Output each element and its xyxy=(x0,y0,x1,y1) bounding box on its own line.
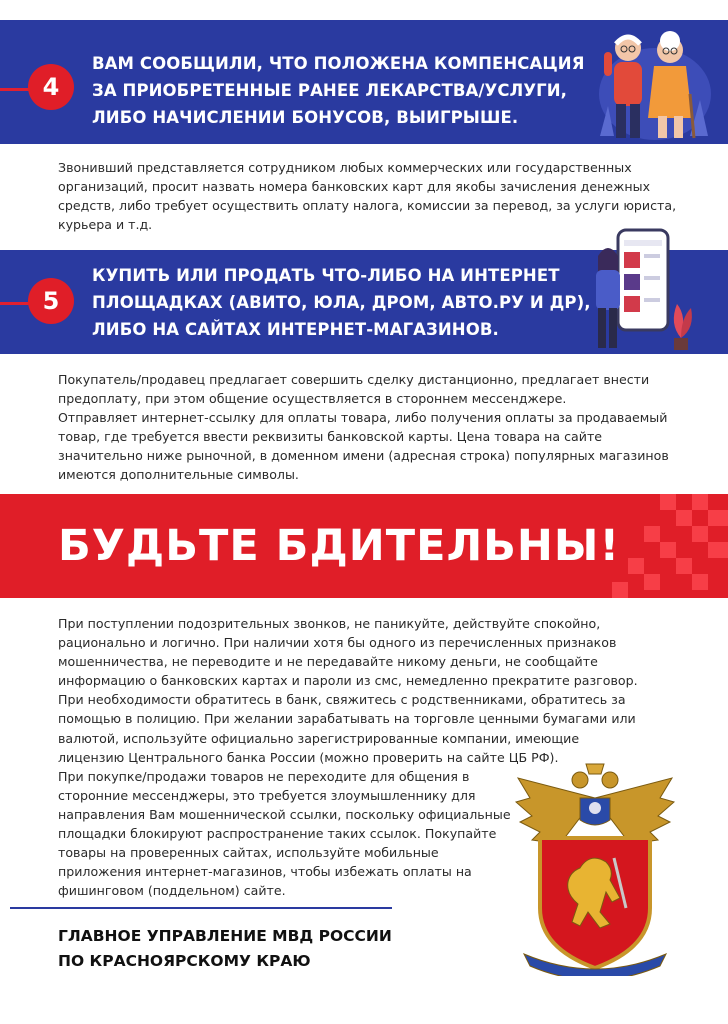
mvd-krasnoyarsk-emblem xyxy=(510,758,680,976)
online-shopping-illustration xyxy=(590,228,720,354)
advice-text-2: При покупке/продажи товаров не переходите для общения в сторонние мессенджеры, это требуется злоумышленнику для направления Вам мошеннической ссылки, поскольку официальные площадки блокируют распространение таких ссылок. Покупайте товары на проверенных сайтах, используйте мобильные приложения интернет-магазинов, чтобы избежать оплаты на фишинговом (поддельном) сайте. xyxy=(58,768,511,899)
section-5-number: 5 xyxy=(28,278,74,324)
section-4-number: 4 xyxy=(28,64,74,110)
section-5-description xyxy=(58,370,678,484)
advice-text-1: При поступлении подозрительных звонков, не паникуйте, действуйте спокойно, рационально и логично. При наличии хотя бы одного из перечисленных признаков мошенничества, не переводите и не передавайте никому деньги, не сообщайте информацию о банковских картах и пароли из смс, немедленно прекратите разговор. При необходимости обратитесь в банк, свяжитесь с родственниками, обратитесь за помощью в полицию. При желании зарабатывать на торговле ценными бумагами или валютой, используйте официально зарегистрированные компании, имеющие лицензию Центрального банка России (можно проверить на сайте ЦБ РФ). xyxy=(58,616,638,765)
footer-title: ГЛАВНОЕ УПРАВЛЕНИЕ МВД РОССИИ ПО КРАСНОЯРСКОМУ КРАЮ xyxy=(58,927,392,970)
section-5-title: КУПИТЬ ИЛИ ПРОДАТЬ ЧТО-ЛИБО НА ИНТЕРНЕТ ПЛОЩАДКАХ (АВИТО, ЮЛА, ДРОМ, АВТО.РУ И ДР), ЛИБО НА САЙТАХ ИНТЕРНЕТ-МАГАЗИНОВ. xyxy=(92,266,591,339)
section-5-text-2: Отправляет интернет-ссылку для оплаты товара, либо получения оплаты за продаваемый товар, где требуется ввести реквизиты банковской карты. Цена товара на сайте значительно ниже рыночной, в доменном имени (адресная строка) популярных магазинов имеются дополнительные символы. xyxy=(58,410,669,482)
footer-divider xyxy=(10,907,392,909)
alert-banner xyxy=(0,494,728,598)
section-4-description: Звонивший представляется сотрудником любых коммерческих или государственных организаций, просит назвать номера банковских карт для якобы зачисления денежных средств, либо требует осуществить оплату налога, комиссии за перевод, за услуги юриста, курьера и т.д. xyxy=(58,160,677,232)
section-4-title: ВАМ СООБЩИЛИ, ЧТО ПОЛОЖЕНА КОМПЕНСАЦИЯ ЗА ПРИОБРЕТЕННЫЕ РАНЕЕ ЛЕКАРСТВА/УСЛУГИ, ЛИБО НАЧИСЛЕНИИ БОНУСОВ, ВЫИГРЫШЕ. xyxy=(92,54,585,127)
elderly-couple-illustration xyxy=(590,24,720,144)
alert-title: БУДЬТЕ БДИТЕЛЬНЫ! xyxy=(58,521,621,571)
section-5-text-1: Покупатель/продавец предлагает совершить сделку дистанционно, предлагает внести предоплату, при этом общение осуществляется в стороннем мессенджере. xyxy=(58,372,650,406)
